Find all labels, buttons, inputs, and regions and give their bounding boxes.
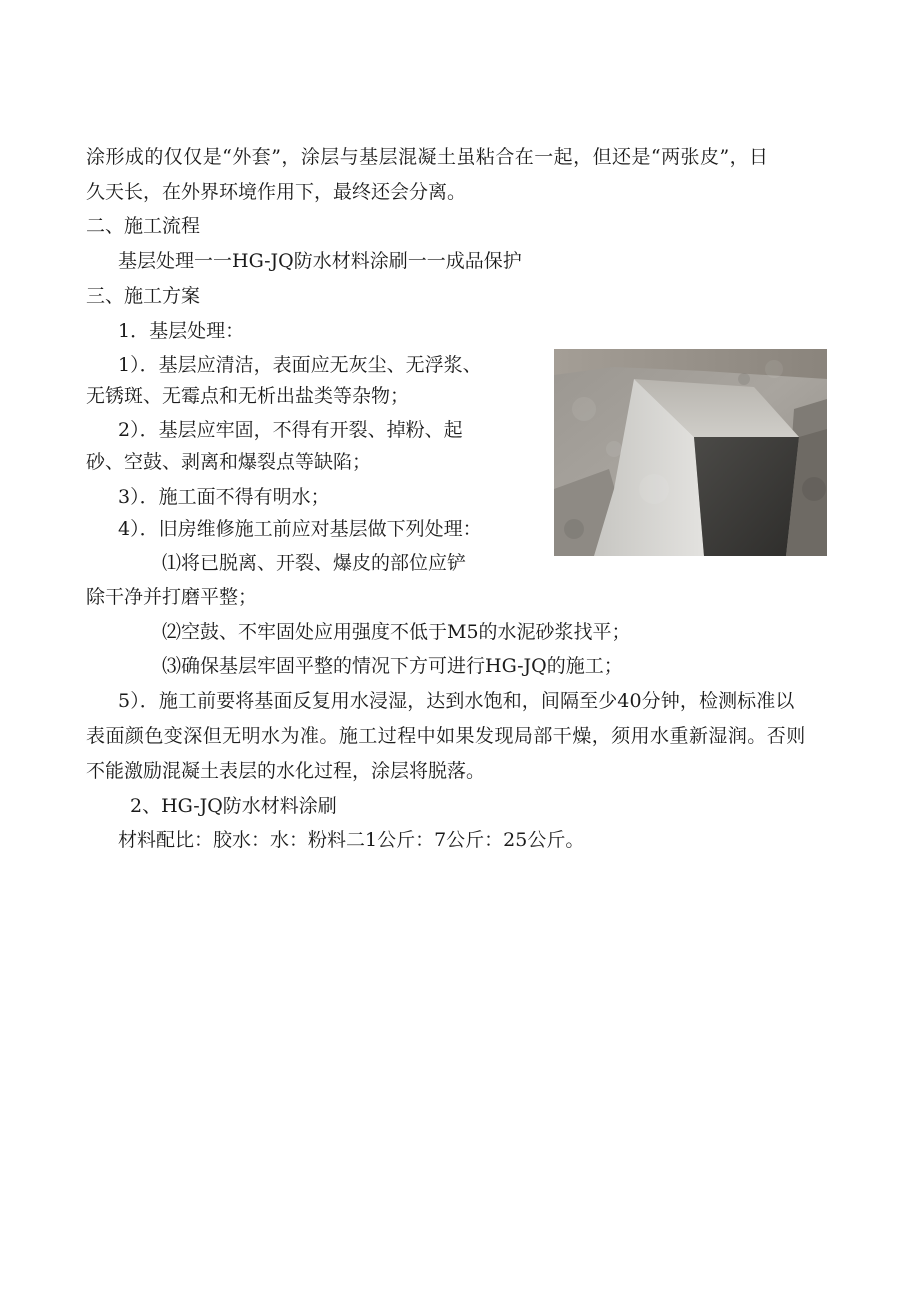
item-2-line-b: 砂、空鼓、剥离和爆裂点等缺陷； — [86, 451, 372, 473]
subsection-title-base-treatment: 1．基层处理： — [118, 320, 245, 342]
item-1-line-a: 1）．基层应清洁，表面应无灰尘、无浮浆、 — [118, 354, 482, 376]
intro-line-2: 久天长，在外界环境作用下，最终还会分离。 — [86, 181, 467, 203]
item-4-3: ⑶确保基层牢固平整的情况下方可进行HG-JQ的施工； — [162, 655, 623, 677]
item-5-line-c: 不能激励混凝土表层的水化过程，涂层将脱落。 — [86, 760, 486, 782]
item-5-line-a: 5）．施工前要将基面反复用水浸湿，达到水饱和，间隔至少40分钟，检测标准以 — [118, 690, 795, 712]
item-4-1-line-a: ⑴将已脱离、开裂、爆皮的部位应铲 — [162, 552, 467, 574]
subsection-title-coating: 2、HG-JQ防水材料涂刷 — [130, 795, 337, 817]
material-ratio-text: 材料配比：胶水：水：粉料二1公斤：7公斤：25公斤。 — [118, 829, 585, 851]
section-heading-process: 二、施工流程 — [86, 215, 201, 237]
item-4-2: ⑵空鼓、不牢固处应用强度不低于M5的水泥砂浆找平； — [162, 621, 631, 643]
section-heading-plan: 三、施工方案 — [86, 285, 201, 307]
intro-line-1: 涂形成的仅仅是“外套”，涂层与基层混凝土虽粘合在一起，但还是“两张皮”，日 — [86, 146, 769, 168]
item-1-line-b: 无锈斑、无霉点和无析出盐类等杂物； — [86, 385, 410, 407]
item-4: 4）．旧房维修施工前应对基层做下列处理： — [118, 518, 482, 540]
concrete-base-photo — [554, 349, 827, 556]
process-flow-text: 基层处理一一HG-JQ防水材料涂刷一一成品保护 — [118, 250, 522, 272]
item-5-line-b: 表面颜色变深但无明水为准。施工过程中如果发现局部干燥，须用水重新湿润。否则 — [86, 725, 806, 747]
item-4-1-line-b: 除干净并打磨平整； — [86, 586, 258, 608]
item-2-line-a: 2）．基层应牢固，不得有开裂、掉粉、起 — [118, 419, 463, 441]
item-3: 3）．施工面不得有明水； — [118, 486, 330, 508]
